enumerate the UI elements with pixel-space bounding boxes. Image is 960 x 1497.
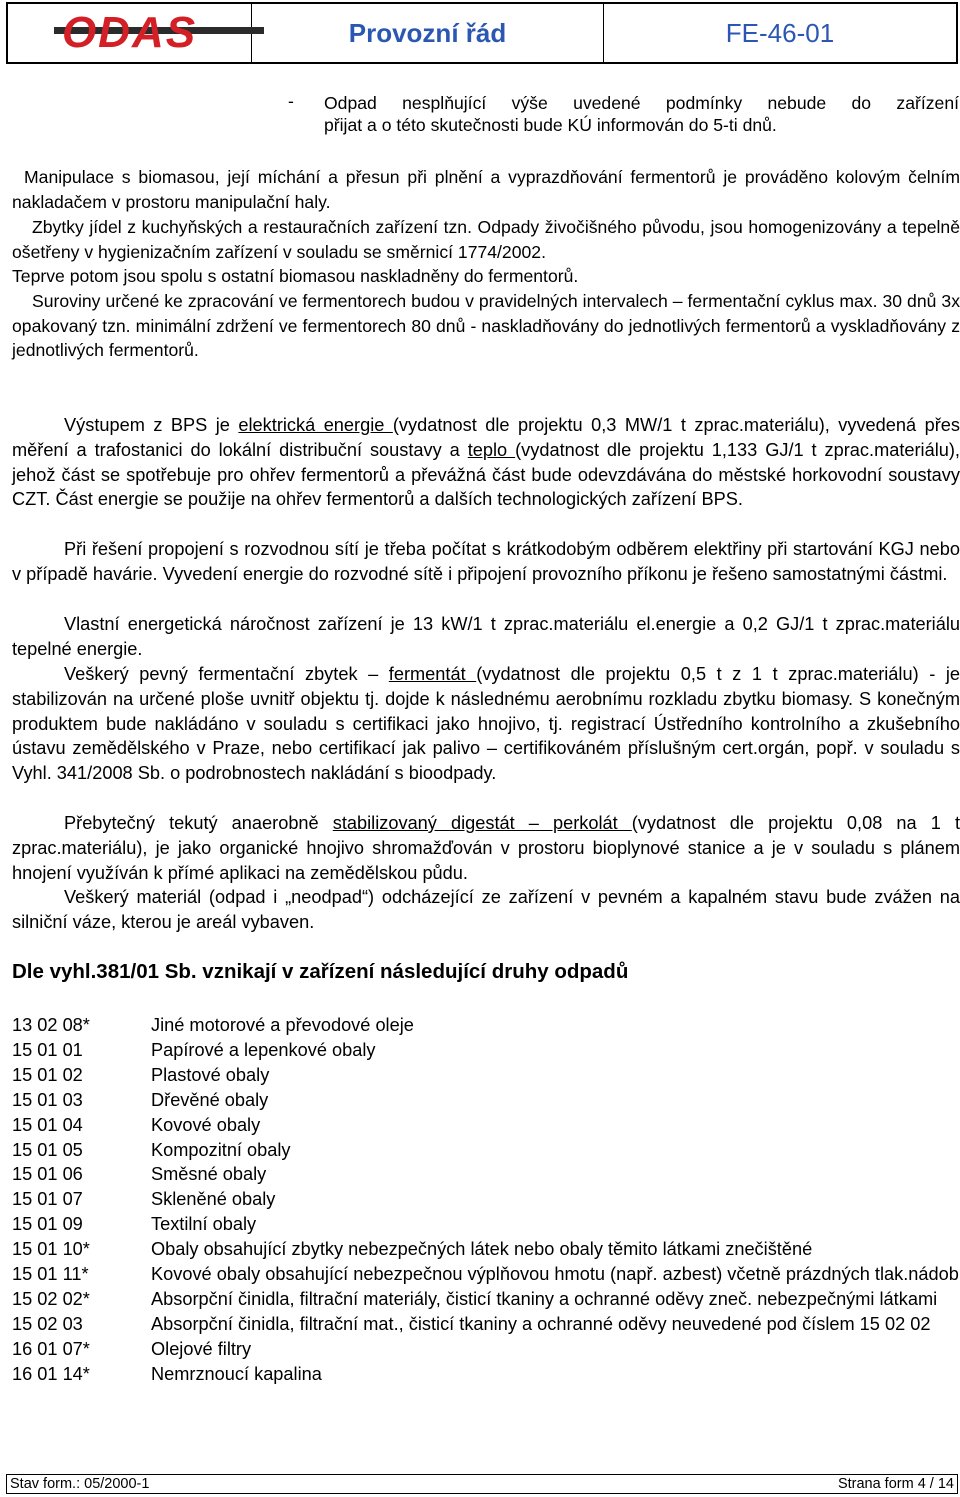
output-text-b: (vydatnost dle projektu 0,3 MW/1 t zprac.materiálu), vyvedená přes měření a trafostanici do lokální distribuční soustavy a bbox=[12, 415, 960, 460]
para-manipulation: Manipulace s biomasou, její míchání a přesun při plnění a vyprazdňování fermentorů je prováděno kolovým čelním nakladačem v prostoru manipulační haly. bbox=[12, 167, 960, 212]
waste-description: Absorpční činidla, filtrační materiály, čisticí tkaniny a ochranné oděvy zneč. nebezpečnými látkami bbox=[151, 1288, 938, 1309]
waste-code-row bbox=[12, 1312, 960, 1337]
digestate-text-b: (vydatnost dle projektu 0,08 na 1 t zprac.materiálu), je jako organické hnojivo shromažďován v prostoru bioplynové stanice a je v souladu s plánem hnojení využíván k přímé aplikaci na zemědělskou půdu. bbox=[12, 813, 960, 883]
para-food-waste: Zbytky jídel z kuchyňských a restauračních zařízení tzn. Odpady živočišného původu, jsou homogenizovány a tepelně ošetřeny v hygienizačním zařízení v souladu se směrnicí 1774/2002. bbox=[12, 217, 960, 262]
waste-code-row bbox=[12, 1113, 960, 1138]
bullet-line-2: přijat a o této skutečnosti bude KÚ informován do 5-ti dnů. bbox=[324, 115, 777, 135]
waste-description: Papírové a lepenkové obaly bbox=[151, 1039, 376, 1060]
footer-page-number: Strana form 4 / 14 bbox=[837, 1476, 954, 1492]
para-output bbox=[12, 413, 960, 512]
waste-code: 15 01 01 bbox=[12, 1039, 83, 1060]
waste-code-row bbox=[12, 1063, 960, 1088]
waste-description: Textilní obaly bbox=[151, 1214, 257, 1235]
document-code: FE-46-01 bbox=[725, 17, 835, 48]
odas-logo bbox=[61, 8, 198, 57]
waste-code: 15 01 07 bbox=[12, 1189, 83, 1210]
bullet-line-1: Odpad nesplňující výše uvedené podmínky nebude do zařízení bbox=[324, 93, 959, 113]
logo-text: ODAS bbox=[61, 8, 198, 57]
waste-code-row bbox=[12, 1187, 960, 1212]
waste-code: 15 01 03 bbox=[12, 1089, 83, 1110]
output-electricity: elektrická energie bbox=[238, 415, 393, 435]
para-grid: Při řešení propojení s rozvodnou sítí je třeba počítat s krátkodobým odběrem elektřiny při startování KGJ nebo v případě havárie. Vyvedení energie do rozvodné sítě i připojení provozního příkonu je řešeno samostatnými částmi. bbox=[12, 539, 960, 584]
waste-code: 15 01 05 bbox=[12, 1139, 83, 1160]
waste-description: Kovové obaly obsahující nebezpečnou výplňovou hmotu (např. azbest) včetně prázdných tlak.nádob bbox=[151, 1264, 959, 1285]
waste-code-row bbox=[12, 1013, 960, 1038]
waste-description: Kompozitní obaly bbox=[151, 1139, 291, 1160]
waste-code: 15 01 04 bbox=[12, 1114, 83, 1135]
waste-description: Skleněné obaly bbox=[151, 1189, 276, 1210]
ferment-text-a: Veškerý pevný fermentační zbytek – bbox=[64, 664, 389, 684]
footer-form-status: Stav form.: 05/2000-1 bbox=[10, 1476, 150, 1492]
logo-cell bbox=[8, 4, 252, 62]
waste-code: 15 01 02 bbox=[12, 1064, 83, 1085]
waste-description: Směsné obaly bbox=[151, 1164, 267, 1185]
page-footer bbox=[6, 1474, 958, 1494]
waste-code: 15 01 09 bbox=[12, 1214, 83, 1235]
para-digestate bbox=[12, 811, 960, 885]
waste-description: Kovové obaly bbox=[151, 1114, 261, 1135]
waste-description: Dřevěné obaly bbox=[151, 1089, 269, 1110]
digestate-underlined: stabilizovaný digestát – perkolát bbox=[332, 813, 632, 833]
waste-code-row bbox=[12, 1237, 960, 1262]
para-material: Veškerý materiál (odpad i „neodpad“) odcházející ze zařízení v pevném a kapalném stavu bude zvážen na silniční váze, kterou je areál vybaven. bbox=[12, 887, 960, 932]
waste-code: 15 01 06 bbox=[12, 1164, 83, 1185]
output-text-c: (vydatnost dle projektu 1,133 GJ/1 t zprac.materiálu), jehož část se spotřebuje pro ohřev fermentorů a převážná část bude odevzdávána do městské horkovodní soustavy CZT. Část energie se použije na ohřev fermentorů a dalších technologických zařízení BPS. bbox=[12, 439, 960, 510]
waste-codes-list bbox=[12, 1013, 960, 1387]
waste-code: 15 01 10* bbox=[12, 1239, 90, 1260]
waste-code: 15 02 03 bbox=[12, 1313, 83, 1334]
output-text-a: Výstupem z BPS je bbox=[64, 415, 239, 435]
document-title: Provozní řád bbox=[252, 4, 604, 62]
ferment-text-b: (vydatnost dle projektu 0,5 t z 1 t zprac.materiálu) - je stabilizován na určené ploše uvnitř objektu tj. dojde k následnému aerobnímu rozkladu zbytku biomasy. S konečným produktem bude nakládáno v souladu s certifikaci jako hnojivo, tj. registrací Ústředního kontrolního a zkušebního ústavu zemědělského v Praze, nebo certifikací jak palivo – certifikováném příslušným cert.orgán, popř. v souladu s Vyhl. 341/2008 Sb. o podrobnostech nakládání s bioodpady. bbox=[12, 664, 960, 784]
waste-description: Nemrznoucí kapalina bbox=[151, 1363, 322, 1384]
waste-code: 16 01 07* bbox=[12, 1338, 90, 1359]
waste-description: Jiné motorové a převodové oleje bbox=[151, 1015, 414, 1035]
waste-code-row bbox=[12, 1362, 960, 1387]
bullet-dash: - bbox=[288, 91, 294, 111]
waste-code-row bbox=[12, 1088, 960, 1113]
para-energy: Vlastní energetická náročnost zařízení je 13 kW/1 t zprac.materiálu el.energie a 0,2 GJ/1 t zprac.materiálu tepelné energie. bbox=[12, 614, 960, 659]
para-raw-materials: Suroviny určené ke zpracování ve fermentorech budou v pravidelných intervalech – fermentační cyklus max. 30 dnů 3x opakovaný tzn. minimální zdržení ve fermentorech 80 dnů - naskladňovány do jednotlivých fermentorů a vyskladňovány z jednotlivých fermentorů. bbox=[12, 291, 960, 360]
waste-description: Obaly obsahující zbytky nebezpečných látek nebo obaly těmito látkami znečištěné bbox=[151, 1239, 813, 1260]
ferment-fermentat: fermentát bbox=[388, 664, 477, 684]
waste-description: Olejové filtry bbox=[151, 1338, 252, 1359]
waste-heading: Dle vyhl.381/01 Sb. vznikají v zařízení následující druhy odpadů bbox=[12, 960, 629, 983]
waste-description: Absorpční činidla, filtrační mat., čisticí tkaniny a ochranné oděvy neuvedené pod číslem 15 02 02 bbox=[151, 1313, 931, 1334]
waste-code: 15 02 02* bbox=[12, 1288, 90, 1309]
waste-code: 16 01 14* bbox=[12, 1363, 90, 1384]
page-header bbox=[6, 2, 958, 64]
waste-code-row bbox=[12, 1262, 960, 1287]
waste-code-row bbox=[12, 1138, 960, 1163]
waste-code-row bbox=[12, 1212, 960, 1237]
waste-code-row bbox=[12, 1287, 960, 1312]
waste-code-row bbox=[12, 1337, 960, 1362]
waste-code-row bbox=[12, 1162, 960, 1187]
para-storage: Teprve potom jsou spolu s ostatní biomasou naskladněny do fermentorů. bbox=[12, 266, 579, 286]
waste-code: 15 01 11* bbox=[12, 1264, 89, 1285]
waste-code-row bbox=[12, 1038, 960, 1063]
output-heat: teplo bbox=[467, 439, 516, 460]
waste-description: Plastové obaly bbox=[151, 1064, 270, 1085]
digestate-text-a: Přebytečný tekutý anaerobně bbox=[64, 813, 333, 833]
waste-code: 13 02 08* bbox=[12, 1015, 90, 1035]
para-fermentate bbox=[12, 662, 960, 786]
